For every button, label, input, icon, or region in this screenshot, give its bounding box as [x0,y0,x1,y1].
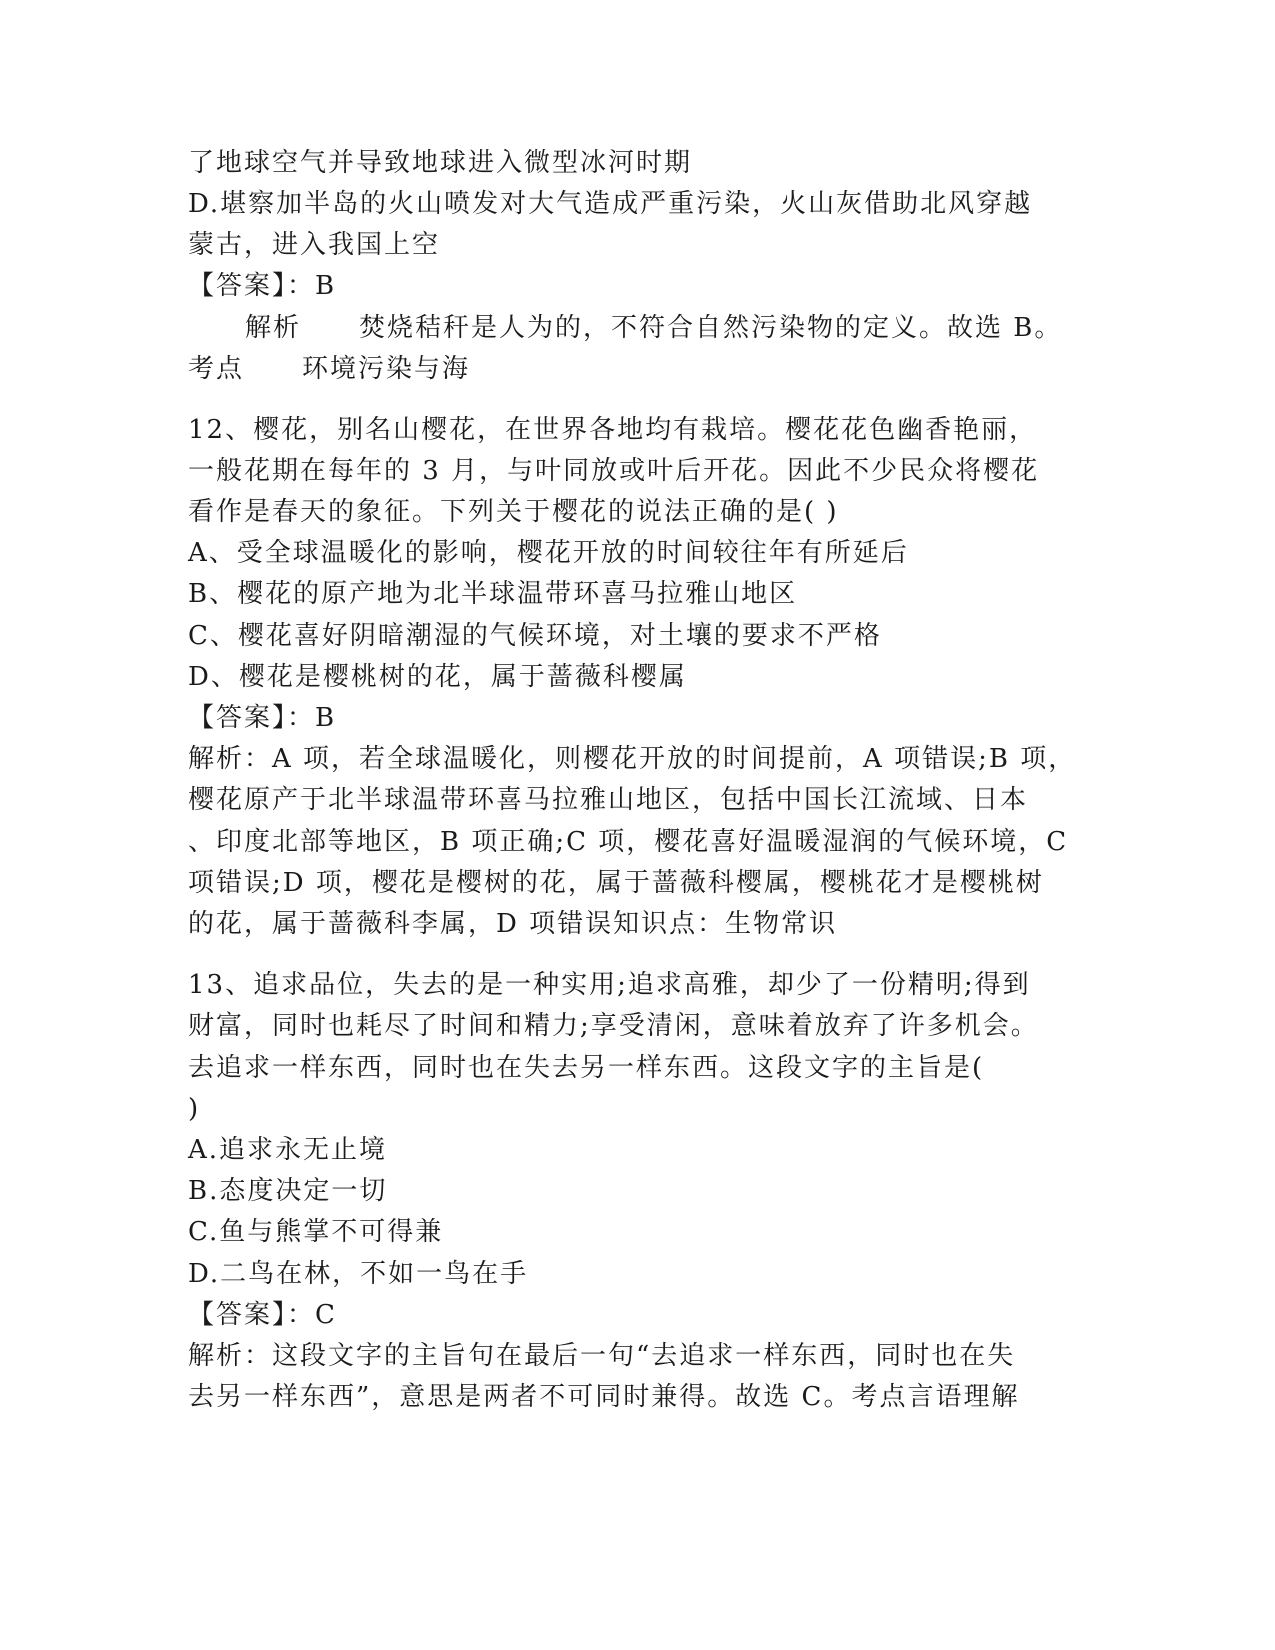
explanation-line: 樱花原产于北半球温带环喜马拉雅山地区，包括中国长江流域、日本 [188,785,1029,815]
option-b: B、樱花的原产地为北半球温带环喜马拉雅山地区 [188,579,798,609]
option-d: D.二鸟在林，不如一鸟在手 [188,1259,529,1289]
option-d: D、樱花是樱桃树的花，属于蔷薇科樱属 [188,662,687,692]
knowledge-text: 环境污染与海 [302,354,471,384]
answer-line: 【答案】：B [188,703,337,733]
explanation-line: 去另一样东西”，意思是两者不可同时兼得。故选 C。考点言语理解 [188,1382,1020,1412]
question-12-line: 看作是春天的象征。下列关于樱花的说法正确的是( ) [188,497,839,527]
answer-line: 【答案】：B [188,271,337,301]
option-c: C、樱花喜好阴暗潮湿的气候环境，对土壤的要求不严格 [188,621,882,651]
question-12: 12、樱花，别名山樱花，在世界各地均有栽培。樱花花色幽香艳丽， [188,415,1038,445]
analysis-line [245,311,1062,345]
question-13-line: 去追求一样东西，同时也在失去另一样东西。这段文字的主旨是( [188,1053,985,1083]
option-a: A、受全球温暖化的影响，樱花开放的时间较往年有所延后 [188,538,909,568]
question-13-line: ) [188,1094,201,1124]
analysis-text: 焚烧秸秆是人为的，不符合自然污染物的定义。故选 B。 [359,313,1063,343]
text-line: 蒙古，进入我国上空 [188,230,441,260]
knowledge-label: 考点 [188,354,245,384]
explanation-line: 解析：A 项，若全球温暖化，则樱花开放的时间提前，A 项错误;B 项， [188,744,1077,774]
question-13: 13、追求品位，失去的是一种实用;追求高雅，却少了一份精明;得到 [188,970,1031,1000]
explanation-line: 的花，属于蔷薇科李属，D 项错误知识点：生物常识 [188,909,838,939]
option-d: D.堪察加半岛的火山喷发对大气造成严重污染，火山灰借助北风穿越 [188,189,1033,219]
option-a: A.追求永无止境 [188,1135,388,1165]
analysis-label: 解析 [245,313,302,343]
option-b: B.态度决定一切 [188,1176,388,1206]
explanation-line: 解析：这段文字的主旨句在最后一句“去追求一样东西，同时也在失 [188,1341,1016,1371]
answer-line: 【答案】：C [188,1300,337,1330]
question-13-line: 财富，同时也耗尽了时间和精力;享受清闲，意味着放弃了许多机会。 [188,1011,1039,1041]
explanation-line: 项错误;D 项，樱花是樱树的花，属于蔷薇科樱属，樱桃花才是樱桃树 [188,868,1044,898]
option-c: C.鱼与熊掌不可得兼 [188,1217,444,1247]
question-12-line: 一般花期在每年的 3 月，与叶同放或叶后开花。因此不少民众将樱花 [188,456,1040,486]
text-line: 了地球空气并导致地球进入微型冰河时期 [188,148,693,178]
knowledge-point-line [188,352,470,386]
explanation-line: 、印度北部等地区，B 项正确;C 项，樱花喜好温暖湿润的气候环境，C [188,827,1069,857]
